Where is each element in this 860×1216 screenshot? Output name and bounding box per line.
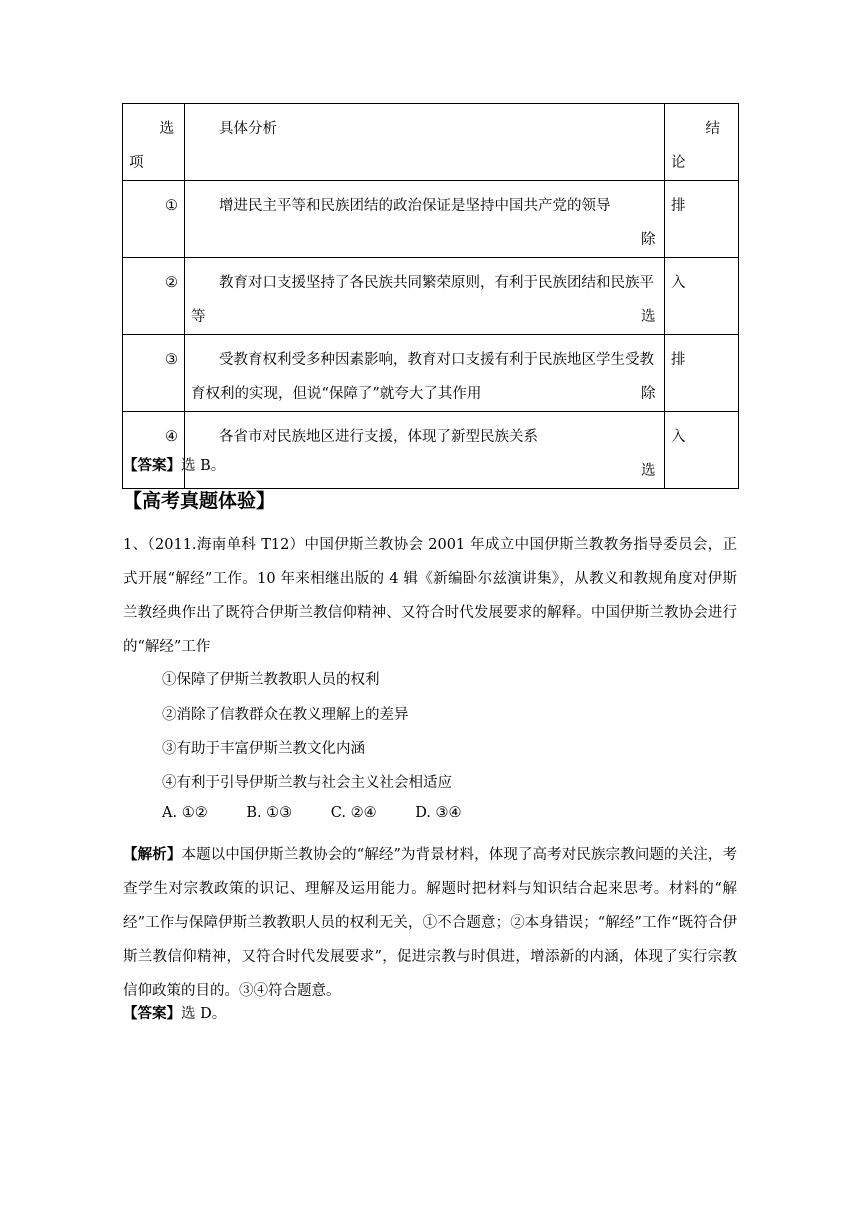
answer-choices — [162, 805, 496, 821]
question-item: ②消除了信教群众在教义理解上的差异 — [162, 707, 409, 723]
question-item: ③有助于丰富伊斯兰教文化内涵 — [162, 741, 365, 757]
analysis-paragraph: 【解析】本题以中国伊斯兰教协会的“解经”为背景材料，体现了高考对民族宗教问题的关注，考查学生对宗教政策的识记、理解及运用能力。解题时把材料与知识结合起来思考。材料的“解经”工作与保障伊斯兰教教职人员的权利无关，①不合题意；②本身错误；“解经”工作“既符合伊斯兰教信仰精神，又符合时代发展要求”，促进宗教与时俱进，增添新的内涵，体现了实行宗教信仰政策的目的。③④符合题意。 — [123, 846, 738, 999]
option-number: ③ — [123, 335, 185, 412]
choice-a: A. ①② — [162, 805, 208, 821]
answer-2: 【答案】选 D。 — [123, 1005, 227, 1022]
question-item: ④有利于引导伊斯兰教与社会主义社会相适应 — [162, 775, 452, 791]
choice-b: B. ①③ — [246, 805, 293, 821]
section-title: 【高考真题体验】 — [123, 490, 276, 512]
option-analysis-table — [122, 103, 739, 489]
question-item: ①保障了伊斯兰教教职人员的权利 — [162, 672, 380, 688]
option-number: ① — [123, 181, 185, 258]
analysis-cell: 增进民主平等和民族团结的政治保证是坚持中国共产党的领导 — [185, 181, 665, 258]
option-number: ④ — [123, 412, 185, 489]
table-row — [123, 335, 739, 412]
choice-c: C. ②④ — [330, 805, 377, 821]
table-header-row — [123, 104, 739, 181]
conclusion-cell: 入 选 — [665, 258, 739, 335]
option-number: ② — [123, 258, 185, 335]
header-conclusion: 结 论 — [665, 104, 739, 181]
header-option: 选 项 — [123, 104, 185, 181]
table-row — [123, 412, 739, 489]
analysis-cell: 各省市对民族地区进行支援，体现了新型民族关系 — [185, 412, 665, 489]
conclusion-cell: 排 除 — [665, 335, 739, 412]
table-row — [123, 181, 739, 258]
answer-1: 【答案】选 B。 — [123, 457, 226, 474]
analysis-cell: 受教育权利受多种因素影响，教育对口支援有利于民族地区学生受教育权利的实现，但说“保障了”就夸大了其作用 — [185, 335, 665, 412]
conclusion-cell: 入 选 — [665, 412, 739, 489]
question-stem: 1、（2011.海南单科 T12）中国伊斯兰教协会 2001 年成立中国伊斯兰教教务指导委员会，正式开展“解经”工作。10 年来相继出版的 4 辑《新编卧尔兹演讲集》，从教义和教规角度对伊斯兰教经典作出了既符合伊斯兰教信仰精神、又符合时代发展要求的解释。中国伊斯兰教协会进行的“解经”工作 — [123, 537, 737, 655]
conclusion-cell: 排 除 — [665, 181, 739, 258]
header-analysis: 具体分析 — [185, 104, 665, 181]
analysis-cell: 教育对口支援坚持了各民族共同繁荣原则，有利于民族团结和民族平等 — [185, 258, 665, 335]
table-row — [123, 258, 739, 335]
choice-d: D. ③④ — [415, 805, 462, 821]
